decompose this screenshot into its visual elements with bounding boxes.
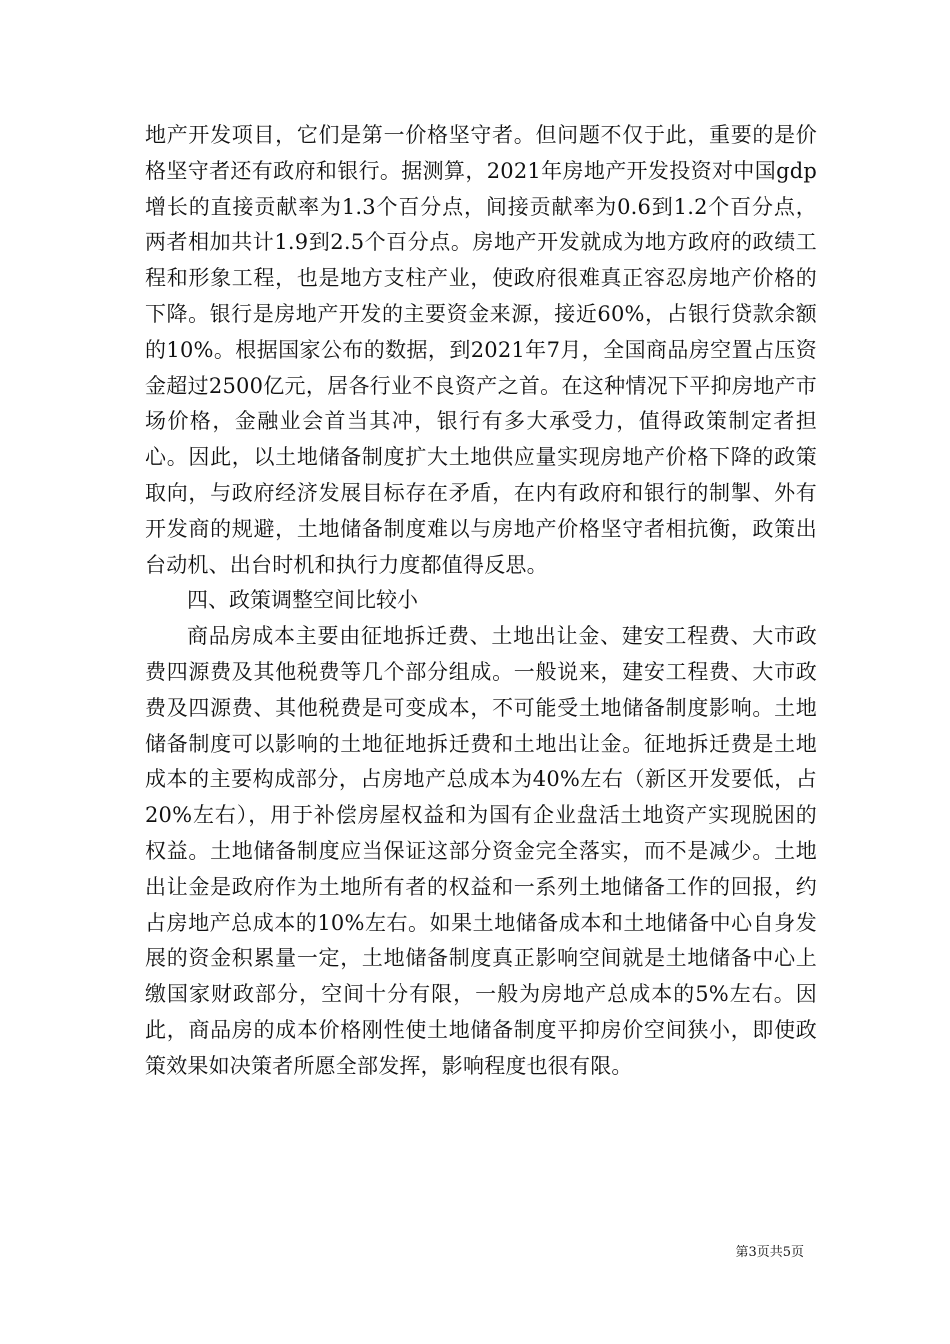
section-heading: 四、政策调整空间比较小 (187, 588, 418, 613)
page-number: 第3页共5页 (735, 1245, 804, 1260)
body-paragraph-2: 商品房成本主要由征地拆迁费、土地出让金、建安工程费、大市政费四源费及其他税费等几个部分组成。一般说来，建安工程费、大市政费及四源费、其他税费是可变成本，不可能受土地储备制度影响。土地储备制度可以影响的土地征地拆迁费和土地出让金。征地拆迁费是土地成本的主要构成部分，占房地产总成本为40%左右（新区开发要低，占20%左右），用于补偿房屋权益和为国有企业盘活土地资产实现脱困的权益。土地储备制度应当保证这部分资金完全落实，而不是减少。土地出让金是政府作为土地所有者的权益和一系列土地储备工作的回报，约占房地产总成本的10%左右。如果土地储备成本和土地储备中心自身发展的资金积累量一定，土地储备制度真正影响空间就是土地储备中心上缴国家财政部分，空间十分有限，一般为房地产总成本的5%左右。因此，商品房的成本价格刚性使土地储备制度平抑房价空间狭小，即使政策效果如决策者所愿全部发挥，影响程度也很有限。 (145, 624, 817, 1078)
body-paragraph-1: 地产开发项目，它们是第一价格坚守者。但问题不仅于此，重要的是价格坚守者还有政府和银行。据测算，2021年房地产开发投资对中国gdp增长的直接贡献率为1.3个百分点，间接贡献率为0.6到1.2个百分点，两者相加共计1.9到2.5个百分点。房地产开发就成为地方政府的政绩工程和形象工程，也是地方支柱产业，使政府很难真正容忍房地产价格的下降。银行是房地产开发的主要资金来源，接近60%，占银行贷款余额的10%。根据国家公布的数据，到2021年7月，全国商品房空置占压资金超过2500亿元，居各行业不良资产之首。在这种情况下平抑房地产市场价格，金融业会首当其冲，银行有多大承受力，值得政策制定者担心。因此，以土地储备制度扩大土地供应量实现房地产价格下降的政策取向，与政府经济发展目标存在矛盾，在内有政府和银行的制掣、外有开发商的规避，土地储备制度难以与房地产价格坚守者相抗衡，政策出台动机、出台时机和执行力度都值得反思。 (145, 123, 817, 577)
document-body (145, 118, 817, 1085)
